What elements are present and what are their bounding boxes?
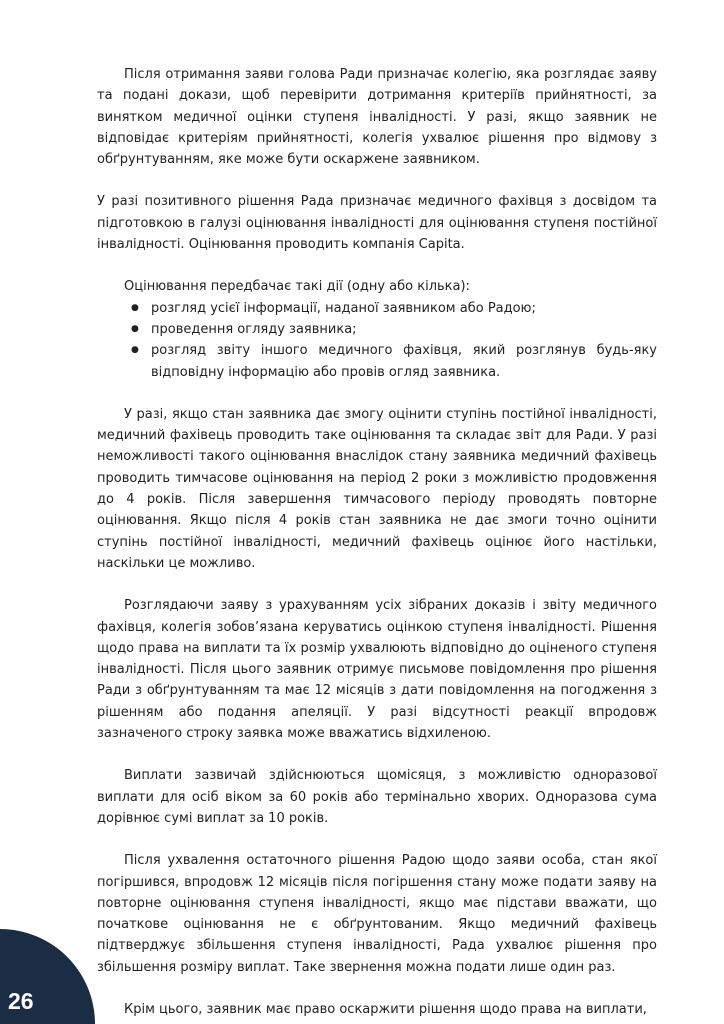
paragraph-appeal: Крім цього, заявник має право оскаржити рішення щодо права на виплати,: [124, 1001, 647, 1017]
list-item: ● проведення огляду заявника;: [151, 319, 657, 340]
paragraph-reassessment: Після ухвалення остаточного рішення Радою щодо заяви особа, стан якої погіршився, впродовж 12 місяців після погіршення стану може подати заяву на повторне оцінювання ступеня інвалідності, якщо має підстави вважати, що початкове оцінювання не є обґрунтованим. Якщо медичний фахівець підтверджує збільшення ступеня інвалідності, Рада ухвалює рішення про збільшення розміру виплат. Таке звернення можна подати лише один раз.: [97, 853, 657, 975]
paragraph-panel-appointment: Після отримання заяви голова Ради призначає колегію, яка розглядає заяву та подані докази, щоб перевірити дотримання критеріїв прийнятності, за винятком медичної оцінки ступеня інвалідності. У разі, якщо заявник не відповідає критеріям прийнятності, колегія ухвалює рішення про відмову з обґрунтуванням, яке може бути оскаржене заявником.: [97, 67, 657, 168]
list-item: ● розгляд усієї інформації, наданої заявником або Радою;: [151, 298, 657, 319]
page-number: 26: [8, 988, 34, 1014]
paragraph-assessment-intro: Оцінювання передбачає такі дії (одну або кілька):: [124, 279, 470, 295]
paragraph-medical-expert: У разі позитивного рішення Рада призначає медичного фахівця з досвідом та підготовкою в галузі оцінювання інвалідності для оцінювання ступеня постійної інвалідності. Оцінювання проводить компанія Capita.: [97, 194, 657, 253]
paragraph-payments: Виплати зазвичай здійснюються щомісяця, з можливістю одноразової виплати для осіб віком за 60 років або термінально хворих. Одноразова сума дорівнює сумі виплат за 10 років.: [97, 768, 657, 826]
list-item: ● розгляд звіту іншого медичного фахівця, який розглянув будь-яку відповідну інформацію або провів огляд заявника.: [151, 340, 657, 383]
paragraph-panel-decision: Розглядаючи заяву з урахуванням усіх зібраних доказів і звіту медичного фахівця, колегія зобов’язана керуватись оцінкою ступеня інвалідності. Рішення щодо права на виплати та їх розмір ухвалюють відповідно до оціненого ступеня інвалідності. Після цього заявник отримує письмове повідомлення про рішення Ради з обґрунтуванням та має 12 місяців з дати повідомлення на погодження з рішенням або подання апеляції. У разі відсутності реакції впродовж зазначеного строку заявка може вважатись відхиленою.: [97, 598, 657, 742]
paragraph-assessment-process: У разі, якщо стан заявника дає змогу оцінити ступінь постійної інвалідності, медичний фахівець проводить таке оцінювання та складає звіт для Ради. У разі неможливості такого оцінювання внаслідок стану заявника медичний фахівець проводить тимчасове оцінювання на період 2 роки з можливістю продовження до 4 років. Після завершення тимчасового періоду проводять повторне оцінювання. Якщо після 4 років стан заявника не дає змоги точно оцінити ступінь постійної інвалідності, медичний фахівець оцінює його настільки, наскільки це можливо.: [97, 406, 657, 571]
document-body: [97, 64, 657, 1020]
assessment-actions-list: [97, 298, 657, 383]
